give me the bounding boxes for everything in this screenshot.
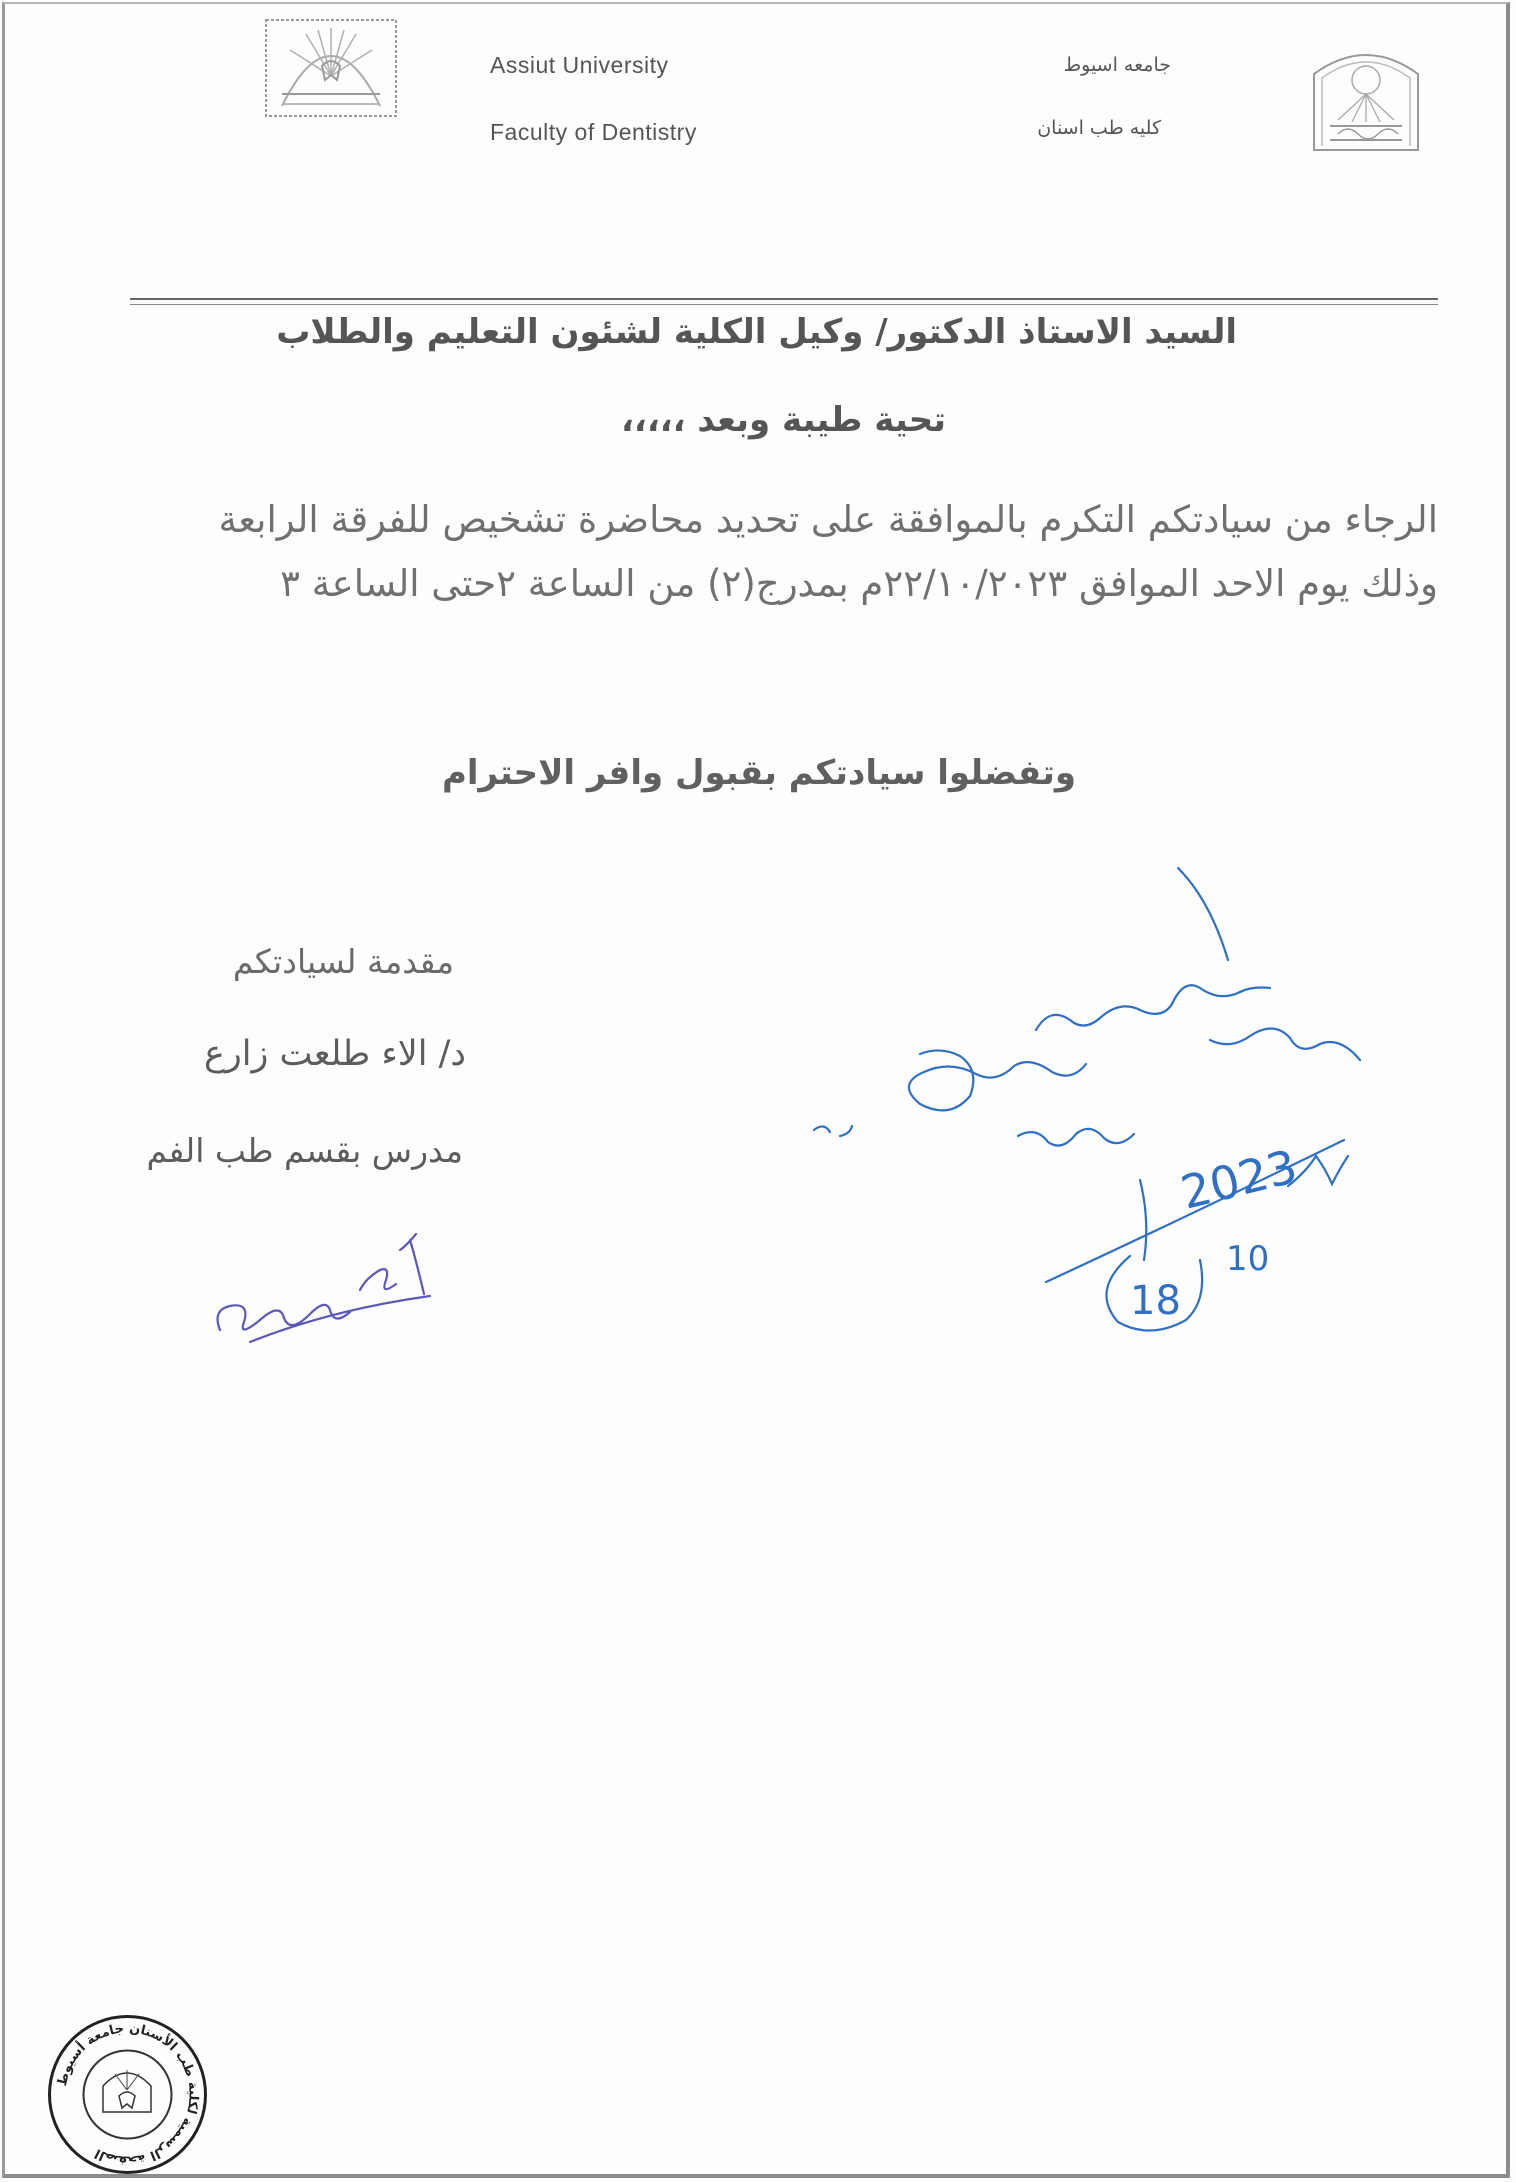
header-divider-thin bbox=[130, 304, 1438, 305]
approval-month: 10 bbox=[1226, 1239, 1270, 1279]
presented-by: مقدمة لسيادتكم bbox=[232, 942, 454, 981]
author-signature bbox=[210, 1210, 450, 1350]
letter-addressee: السيد الاستاذ الدكتور/ وكيل الكلية لشئون التعليم والطلاب bbox=[276, 312, 1237, 352]
approval-annotation bbox=[800, 860, 1400, 1340]
approval-day: 18 bbox=[1130, 1278, 1181, 1324]
university-name-en: Assiut University bbox=[490, 52, 669, 78]
faculty-logo bbox=[262, 6, 400, 118]
sender-name: د/ الاء طلعت زارع bbox=[203, 1034, 466, 1074]
letter-greeting: تحية طيبة وبعد ،،،،، bbox=[621, 400, 946, 440]
university-name-ar: جامعه اسيوط bbox=[1063, 54, 1171, 76]
svg-text:الصفحة الرسمية لكلية طب الأسنا bbox=[55, 2021, 201, 2167]
letter-body-line-2: وذلك يوم الاحد الموافق ٢٢/١٠/٢٠٢٣م بمدرج(٢) من الساعة ٢حتى الساعة ٣ bbox=[280, 562, 1438, 605]
letter-body-line-1: الرجاء من سيادتكم التكرم بالموافقة على تحديد محاضرة تشخيص للفرقة الرابعة bbox=[218, 498, 1438, 541]
stamp-text: الصفحة الرسمية لكلية طب الأسنان جامعة أسيوط bbox=[54, 2021, 201, 2168]
sender-title: مدرس بقسم طب الفم bbox=[146, 1131, 463, 1170]
faculty-name-en: Faculty of Dentistry bbox=[490, 119, 697, 145]
letter-closing: وتفضلوا سيادتكم بقبول وافر الاحترام bbox=[441, 753, 1076, 793]
approval-year: 2023 bbox=[1175, 1139, 1303, 1220]
header-divider bbox=[130, 298, 1438, 300]
official-stamp bbox=[45, 2012, 210, 2177]
faculty-name-ar: كليه طب اسنان bbox=[1037, 117, 1161, 139]
university-logo bbox=[1308, 50, 1424, 152]
